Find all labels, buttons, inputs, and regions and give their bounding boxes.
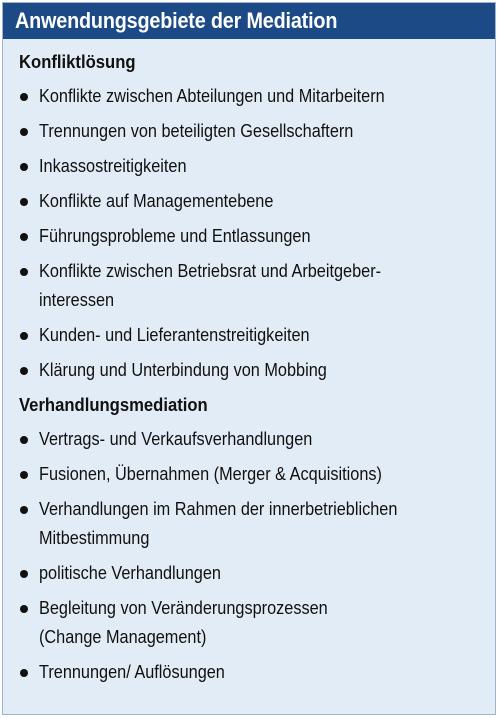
list-item: Kunden- und Lieferantenstreitigkeiten	[19, 320, 481, 349]
list-item: Fusionen, Übernahmen (Merger & Acquisitions)	[19, 459, 481, 488]
section-verhandlungsmediation	[19, 392, 481, 686]
list-item: Konflikte auf Managementebene	[19, 186, 481, 215]
list-item: Klärung und Unterbindung von Mobbing	[19, 355, 481, 384]
section-heading: Konfliktlösung	[19, 51, 136, 72]
bullet-list	[19, 424, 481, 686]
list-item: Führungsprobleme und Entlassungen	[19, 221, 481, 250]
bullet-list	[19, 81, 481, 384]
bullet-icon	[20, 506, 28, 514]
bullet-icon	[20, 471, 28, 479]
bullet-icon	[20, 198, 28, 206]
bullet-icon	[20, 669, 28, 677]
list-item: Konflikte zwischen Abteilungen und Mitarbeitern	[19, 81, 481, 110]
bullet-icon	[20, 570, 28, 578]
bullet-icon	[20, 93, 28, 101]
bullet-icon	[20, 233, 28, 241]
bullet-icon	[20, 163, 28, 171]
section-konfliktloesung	[19, 49, 481, 384]
list-item: Inkassostreitigkeiten	[19, 151, 481, 180]
bullet-icon	[20, 436, 28, 444]
title-bar	[3, 3, 495, 39]
box-title: Anwendungsgebiete der Mediation	[15, 8, 338, 33]
list-item: Konflikte zwischen Betriebsrat und Arbeitgeber- interessen	[19, 256, 481, 314]
list-item: Trennungen von beteiligten Gesellschaftern	[19, 116, 481, 145]
list-item: Begleitung von Veränderungsprozessen (Change Management)	[19, 593, 481, 651]
list-item: politische Verhandlungen	[19, 558, 481, 587]
bullet-icon	[20, 367, 28, 375]
bullet-icon	[20, 605, 28, 613]
list-item: Trennungen/ Auflösungen	[19, 657, 481, 686]
info-box	[2, 2, 496, 715]
list-item: Vertrags- und Verkaufsverhandlungen	[19, 424, 481, 453]
list-item: Verhandlungen im Rahmen der innerbetrieblichen Mitbestimmung	[19, 494, 481, 552]
bullet-icon	[20, 128, 28, 136]
bullet-icon	[20, 332, 28, 340]
box-content	[3, 39, 495, 686]
section-heading: Verhandlungsmediation	[19, 394, 208, 415]
bullet-icon	[20, 268, 28, 276]
